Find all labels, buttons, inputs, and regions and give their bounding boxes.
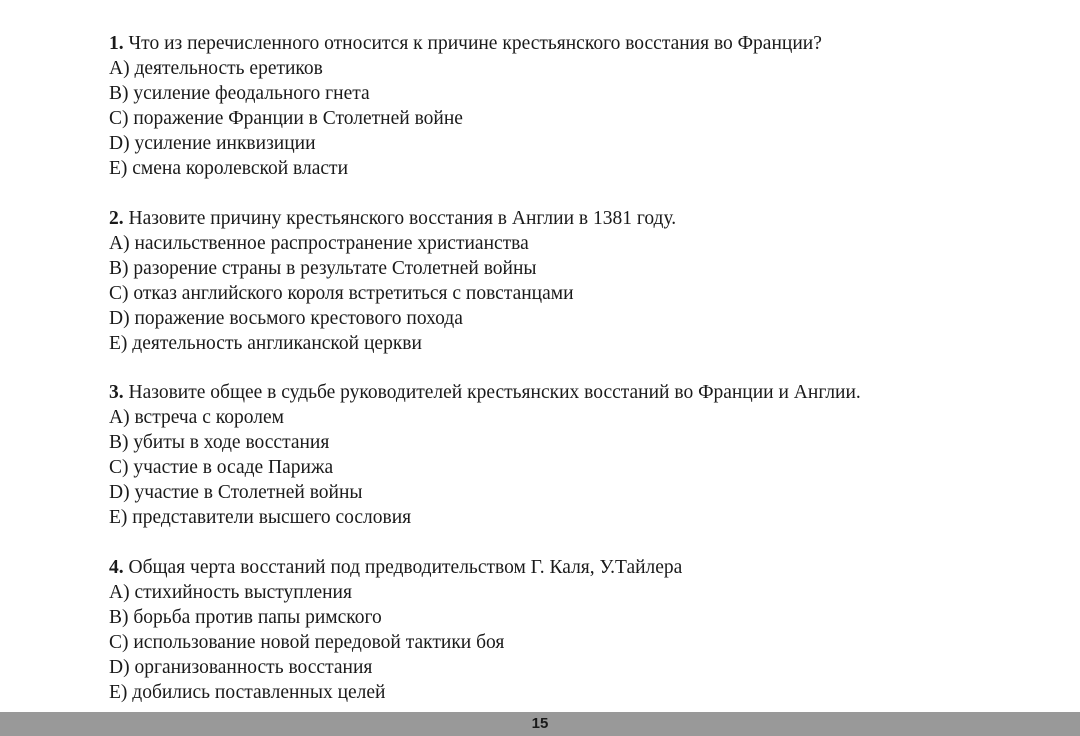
- question-number: 3.: [109, 382, 124, 403]
- answer-option-d: D) поражение восьмого крестового похода: [109, 307, 463, 329]
- answer-option-c: C) поражение Франции в Столетней войне: [109, 108, 463, 129]
- answer-option-d: D) участие в Столетней войны: [109, 482, 363, 503]
- question-2: [109, 206, 1049, 356]
- page-footer-bar: [0, 712, 1080, 736]
- questions-list: [109, 31, 1049, 729]
- answer-option-c: C) отказ английского короля встретиться с повстанцами: [109, 282, 574, 304]
- answer-option-c: C) использование новой передовой тактики боя: [109, 631, 505, 653]
- answer-option-e: E) добились поставленных целей: [109, 681, 386, 703]
- answer-option-a: A) деятельность еретиков: [109, 58, 323, 79]
- answer-option-b: B) убиты в ходе восстания: [109, 432, 330, 453]
- question-4-title: [109, 555, 1049, 580]
- question-2-title: [109, 206, 1049, 231]
- question-3-title: [109, 380, 1049, 405]
- answer-option-e: E) деятельность англиканской церкви: [109, 332, 422, 354]
- page-number: 15: [531, 715, 549, 732]
- question-4: [109, 555, 1049, 705]
- answer-option-b: B) разорение страны в результате Столетней войны: [109, 257, 537, 279]
- question-text: Что из перечисленного относится к причине крестьянского восстания во Франции?: [128, 33, 822, 54]
- question-number: 4.: [109, 556, 124, 578]
- question-3: [109, 380, 1049, 530]
- question-text: Назовите общее в судьбе руководителей крестьянских восстаний во Франции и Англии.: [128, 382, 861, 403]
- answer-option-d: D) усиление инквизиции: [109, 133, 316, 154]
- answer-option-b: B) усиление феодального гнета: [109, 83, 370, 104]
- question-text: Общая черта восстаний под предводительством Г. Каля, У.Тайлера: [128, 556, 683, 578]
- answer-option-e: E) смена королевской власти: [109, 158, 348, 179]
- question-number: 2.: [109, 207, 124, 229]
- question-text: Назовите причину крестьянского восстания в Англии в 1381 году.: [128, 207, 677, 229]
- question-number: 1.: [109, 33, 124, 54]
- question-1-title: [109, 31, 1049, 56]
- answer-option-a: A) насильственное распространение христианства: [109, 232, 529, 254]
- answer-option-a: A) встреча с королем: [109, 407, 284, 428]
- answer-option-e: E) представители высшего сословия: [109, 507, 412, 528]
- answer-option-a: A) стихийность выступления: [109, 581, 352, 603]
- answer-option-c: C) участие в осаде Парижа: [109, 457, 334, 478]
- answer-option-b: B) борьба против папы римского: [109, 606, 382, 628]
- question-1: [109, 31, 1049, 181]
- answer-option-d: D) организованность восстания: [109, 656, 373, 678]
